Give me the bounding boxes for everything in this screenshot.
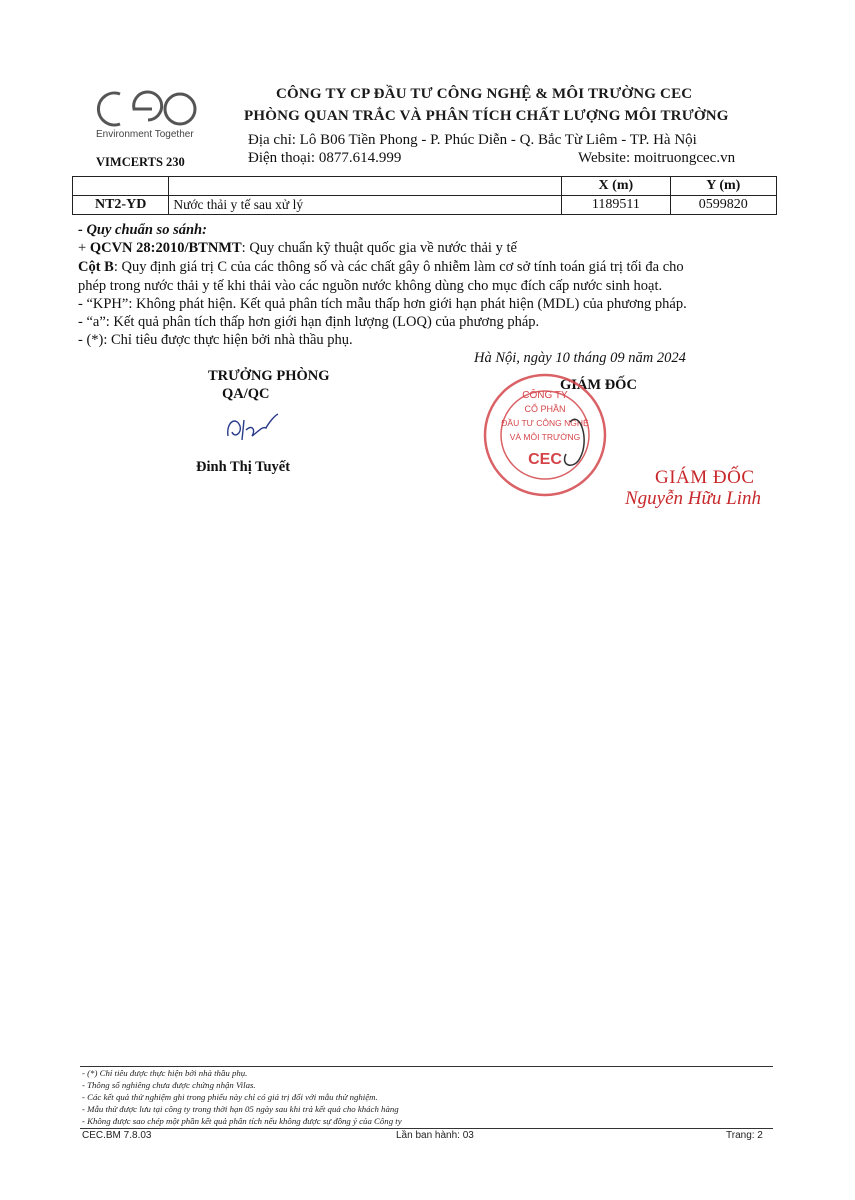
location-table: [72, 176, 777, 215]
column-b-line1: [78, 258, 684, 276]
signing-date: Hà Nội, ngày 10 tháng 09 năm 2024: [474, 350, 686, 366]
footer-note: - Mẫu thử được lưu tại công ty trong thời hạn 05 ngày sau khi trả kết quả cho khách hàng: [82, 1104, 399, 1114]
svg-text:ĐẦU TƯ CÔNG NGHỆ: ĐẦU TƯ CÔNG NGHỆ: [501, 418, 589, 428]
standard-code: QCVN 28:2010/BTNMT: [89, 240, 242, 256]
footer-divider: [80, 1128, 773, 1129]
qaqc-signature: [222, 410, 282, 445]
company-name: CÔNG TY CP ĐẦU TƯ CÔNG NGHỆ & MÔI TRƯỜNG CEC: [276, 86, 693, 102]
column-b-line2: phép trong nước thải y tế khi thải vào các nguồn nước không dùng cho mục đích cấp nước sinh hoạt.: [78, 278, 663, 294]
coord-x: 1189511: [562, 196, 670, 215]
page-number: Trang: 2: [726, 1130, 763, 1141]
table-row: [73, 196, 777, 215]
stamp-signer-name: Nguyễn Hữu Linh: [625, 488, 761, 509]
qaqc-role-line1: TRƯỞNG PHÒNG: [208, 368, 330, 384]
svg-text:VÀ MÔI TRƯỜNG: VÀ MÔI TRƯỜNG: [509, 432, 581, 442]
edition-number: Lần ban hành: 03: [396, 1130, 474, 1141]
footer-divider: [80, 1066, 773, 1067]
company-website: Website: moitruongcec.vn: [578, 150, 736, 166]
svg-text:CỔ PHẦN: CỔ PHẦN: [524, 404, 566, 414]
stamp-title: GIÁM ĐỐC: [655, 467, 755, 488]
svg-text:CÔNG TY: CÔNG TY: [522, 390, 568, 401]
vimcerts-code: VIMCERTS 230: [96, 155, 185, 169]
footer-note: - Không được sao chép một phần kết quả phân tích nếu không được sự đồng ý của Công ty: [82, 1116, 402, 1126]
standard-prefix: +: [78, 240, 90, 256]
header-cell-empty: [169, 177, 562, 196]
header-cell-empty: [73, 177, 169, 196]
column-b-text: : Quy định giá trị C của các thông số và các chất gây ô nhiễm làm cơ sở tính toán giá trị tối đa cho: [113, 259, 684, 275]
sample-code: NT2-YD: [73, 196, 169, 215]
a-note: - “a”: Kết quả phân tích thấp hơn giới hạn định lượng (LOQ) của phương pháp.: [78, 314, 540, 330]
department-name: PHÒNG QUAN TRẮC VÀ PHÂN TÍCH CHẤT LƯỢNG MÔI TRƯỜNG: [244, 108, 729, 124]
director-role: GIÁM ĐỐC: [560, 377, 637, 393]
svg-text:CEC: CEC: [528, 451, 562, 468]
qaqc-signer-name: Đinh Thị Tuyết: [196, 459, 291, 475]
sample-description: Nước thải y tế sau xử lý: [169, 196, 562, 215]
form-code: CEC.BM 7.8.03: [82, 1130, 152, 1141]
standard-line: [78, 239, 517, 257]
header-cell-y: Y (m): [670, 177, 776, 196]
standard-description: : Quy chuẩn kỹ thuật quốc gia về nước thải y tế: [241, 240, 517, 256]
coord-y: 0599820: [670, 196, 776, 215]
table-header-row: [73, 177, 777, 196]
qaqc-role-line2: QA/QC: [222, 386, 270, 402]
footer-note: - Thông số nghiêng chưa được chứng nhận Vilas.: [82, 1080, 256, 1090]
header-cell-x: X (m): [562, 177, 670, 196]
column-b-label: Cột B: [78, 259, 114, 275]
kph-note: - “KPH”: Không phát hiện. Kết quả phân tích mẫu thấp hơn giới hạn phát hiện (MDL) của phương pháp.: [78, 296, 687, 312]
company-address: Địa chỉ: Lô B06 Tiền Phong - P. Phúc Diễn - Q. Bắc Từ Liêm - TP. Hà Nội: [248, 132, 697, 148]
footer-note: - (*) Chỉ tiêu được thực hiện bởi nhà thầu phụ.: [82, 1068, 248, 1078]
subcontract-note: - (*): Chỉ tiêu được thực hiện bởi nhà thầu phụ.: [78, 332, 353, 348]
company-stamp: [470, 370, 620, 500]
company-phone: Điện thoại: 0877.614.999: [248, 150, 402, 166]
logo-tagline: Environment Together: [96, 129, 194, 140]
notes-heading: - Quy chuẩn so sánh:: [78, 222, 207, 238]
footer-note: - Các kết quả thử nghiệm ghi trong phiếu này chỉ có giá trị đối với mẫu thử nghiệm.: [82, 1092, 378, 1102]
